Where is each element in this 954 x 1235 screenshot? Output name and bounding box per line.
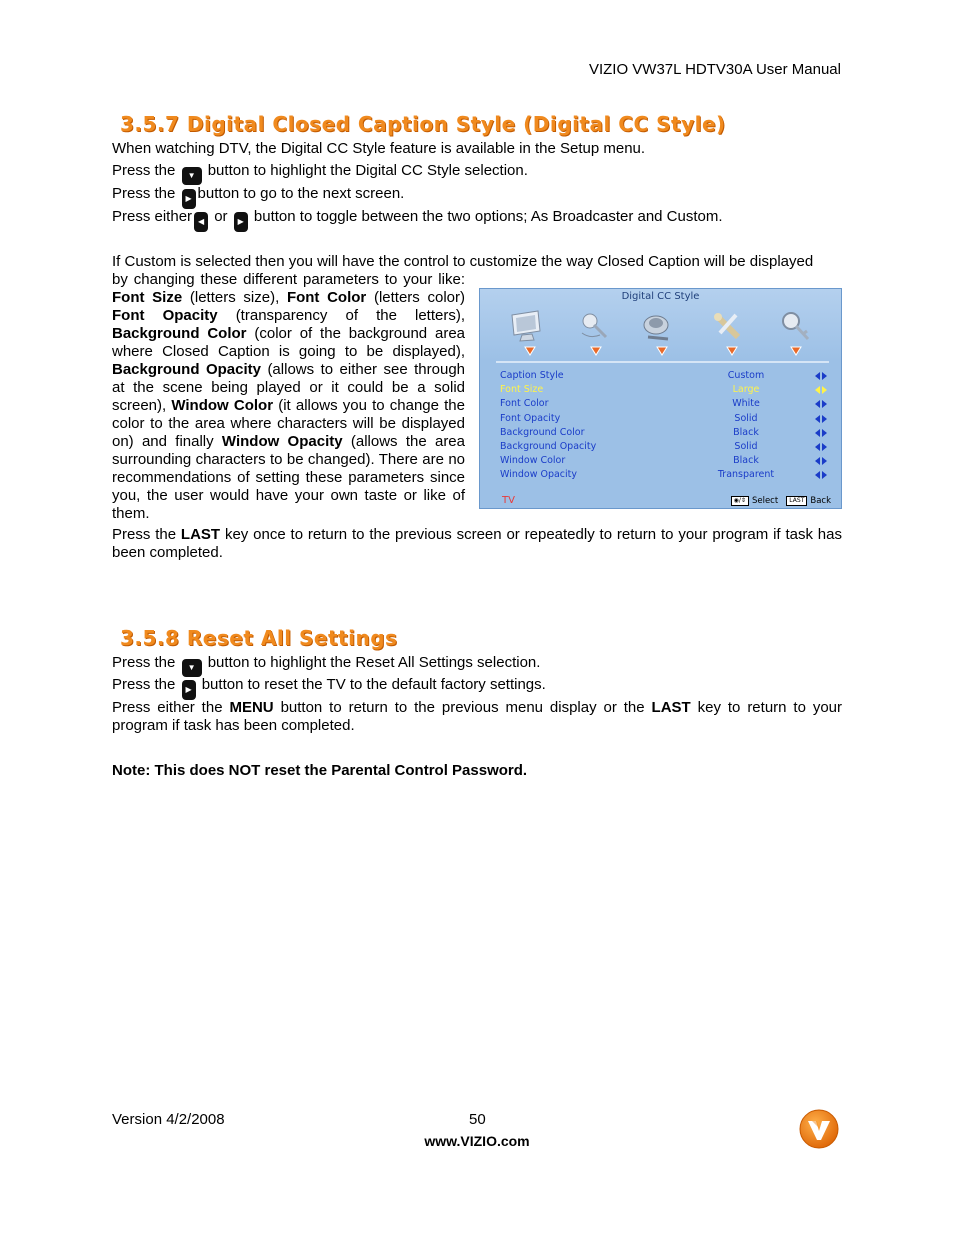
left-right-arrows-icon[interactable] (815, 428, 827, 438)
right-arrow-key-icon: ▶ (182, 680, 196, 700)
osd-row-value: Solid (734, 412, 758, 424)
body-text: by changing these different parameters to your like: (112, 271, 465, 288)
osd-divider (496, 361, 829, 363)
osd-row-label: Window Color (500, 455, 566, 467)
left-right-arrows-icon[interactable] (815, 442, 827, 452)
footer-url: www.VIZIO.com (424, 1133, 530, 1149)
left-right-arrows-icon[interactable] (815, 414, 827, 424)
osd-navigate-chip-icon: ◉/⇕ (731, 496, 749, 506)
body-text: key to return to your program if task has been completed. (112, 699, 843, 734)
reset-step-return (112, 699, 842, 735)
left-right-arrows-icon[interactable] (815, 399, 827, 409)
osd-row-label: Caption Style (500, 370, 564, 381)
left-arrow-key-icon: ◀ (194, 212, 208, 232)
step-text: button to highlight the Reset All Settings selection. (207, 654, 541, 671)
osd-row-value: Transparent (717, 469, 775, 481)
osd-menu-row[interactable] (500, 427, 827, 441)
step-text: Press the (112, 654, 176, 671)
body-text: key once to return to the previous screen or repeatedly to return to your program if task has been completed. (112, 526, 842, 561)
left-right-arrows-icon[interactable] (815, 385, 827, 395)
tools-wrench-icon (710, 309, 746, 343)
osd-last-chip: LAST (786, 496, 807, 506)
footer-version: Version 4/2/2008 (112, 1111, 225, 1128)
step-text: button to highlight the Digital CC Style selection. (207, 162, 528, 179)
chevron-down-icon (656, 346, 668, 356)
term-background-color: Background Color (112, 325, 247, 342)
intro-text: When watching DTV, the Digital CC Style feature is available in the Setup menu. (112, 140, 646, 157)
term-font-color: Font Color (286, 289, 367, 306)
step-text: Press the (112, 162, 176, 179)
left-right-arrows-icon[interactable] (815, 371, 827, 381)
page-number: 50 (469, 1111, 486, 1128)
body-text: (it allows you to change the color to the area where characters will be displayed on) and finally (112, 397, 465, 450)
body-text: (color of the background area where Closed Caption is going to be displayed), (112, 325, 465, 360)
osd-menu-row[interactable] (500, 398, 827, 412)
step-highlight (112, 162, 842, 185)
down-arrow-key-icon: ▼ (182, 659, 202, 677)
osd-row-value: Black (733, 455, 759, 467)
custom-intro-text: If Custom is selected then you will have the control to customize the way Closed Caption will be displayed (112, 253, 814, 270)
osd-title: Digital CC Style (621, 291, 700, 302)
osd-row-label: Font Size (500, 384, 544, 396)
osd-menu-row[interactable] (500, 441, 827, 455)
osd-back-label: Back (810, 496, 831, 506)
body-text: (allows to either see through at the scene being played or it could be a solid screen), (112, 361, 465, 414)
audio-speaker-icon (576, 309, 612, 343)
manual-title: VIZIO VW37L HDTV30A User Manual (588, 61, 841, 78)
chevron-down-icon (726, 346, 738, 356)
step-text: button to reset the TV to the default factory settings. (201, 676, 546, 693)
osd-row-value: Solid (734, 441, 758, 452)
body-text: (letters size), (189, 289, 280, 306)
step-next-screen (112, 185, 842, 209)
menu-key-term: MENU (229, 699, 274, 716)
step-text: button to go to the next screen. (197, 185, 405, 202)
body-text: (allows the area surrounding characters to be changed). There are no recommendations of setting these parameters since you, the user would have your own taste or like of them. (112, 433, 465, 522)
section-heading-digital-cc-style: 3.5.7 Digital Closed Caption Style (Digital CC Style) (120, 112, 726, 136)
osd-menu-row[interactable] (500, 455, 827, 469)
term-font-size: Font Size (112, 289, 183, 306)
parameters-description (112, 271, 465, 523)
osd-row-label: Background Opacity (500, 441, 597, 452)
osd-menu-row[interactable] (500, 384, 827, 398)
last-key-term: LAST (651, 699, 691, 716)
left-right-arrows-icon[interactable] (815, 470, 827, 480)
chevron-down-icon (790, 346, 802, 356)
term-font-opacity: Font Opacity (112, 307, 218, 324)
body-text: (transparency of the letters), (235, 307, 466, 324)
right-arrow-key-icon: ▶ (182, 189, 196, 209)
step-text: Press the (112, 676, 176, 693)
key-lock-icon (778, 309, 814, 343)
body-text: (letters color) (373, 289, 465, 306)
body-text: Press the (112, 526, 177, 543)
left-right-arrows-icon[interactable] (815, 456, 827, 466)
osd-select-label: Select (751, 496, 779, 506)
osd-row-label: Window Opacity (500, 469, 578, 481)
term-background-opacity: Background Opacity (112, 361, 261, 378)
picture-tv-icon (508, 309, 544, 343)
chevron-down-icon (524, 346, 536, 356)
step-text: or (214, 208, 228, 225)
osd-row-value: Custom (727, 370, 765, 381)
osd-row-label: Font Color (500, 398, 549, 410)
vizio-logo-icon (799, 1109, 839, 1149)
satellite-dish-icon (640, 309, 676, 343)
osd-menu-row[interactable] (500, 469, 827, 483)
last-key-term: LAST (180, 526, 221, 543)
down-arrow-key-icon: ▼ (182, 167, 202, 185)
osd-footer-hints (731, 496, 831, 506)
osd-menu-row[interactable] (500, 413, 827, 427)
step-toggle (112, 208, 842, 232)
osd-row-value: White (732, 398, 760, 410)
osd-row-value: Large (732, 384, 760, 396)
parental-password-note: Note: This does NOT reset the Parental Control Password. (112, 762, 528, 779)
digital-cc-style-osd-screenshot (479, 288, 842, 509)
last-key-instruction (112, 526, 842, 562)
right-arrow-key-icon: ▶ (234, 212, 248, 232)
step-text: button to toggle between the two options; As Broadcaster and Custom. (253, 208, 723, 225)
osd-row-value: Black (733, 426, 759, 438)
osd-source-label: TV (502, 495, 515, 506)
term-window-opacity: Window Opacity (221, 433, 343, 450)
term-window-color: Window Color (171, 397, 274, 414)
reset-step-highlight (112, 654, 842, 677)
body-text: Press either the (112, 699, 223, 716)
section-heading-reset-all-settings: 3.5.8 Reset All Settings (120, 626, 398, 650)
osd-menu-row[interactable] (500, 370, 827, 384)
step-text: Press the (112, 185, 176, 202)
osd-row-label: Background Color (500, 426, 585, 438)
step-text: Press either (112, 208, 193, 225)
body-text: button to return to the previous menu display or the (280, 699, 645, 716)
reset-step-confirm (112, 676, 842, 700)
osd-row-label: Font Opacity (500, 412, 561, 424)
chevron-down-icon (590, 346, 602, 356)
